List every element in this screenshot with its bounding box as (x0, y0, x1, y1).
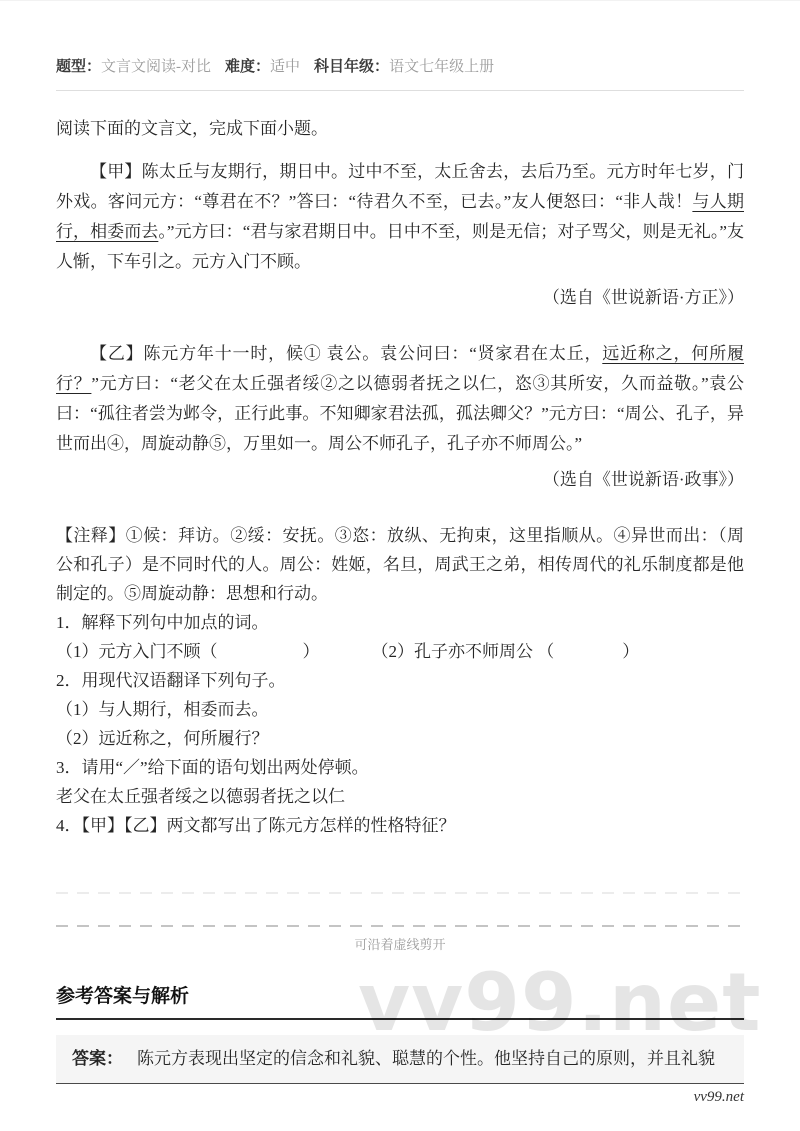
question-1: 1．解释下列句中加点的词。 (56, 613, 269, 632)
passage-b-pre: 【乙】陈元方年十一时，候① 袁公。袁公问曰：“贤家君在太丘， (90, 344, 603, 363)
question-2-sentence-1: （1）与人期行，相委而去。 (56, 700, 269, 719)
answer-box (56, 1035, 744, 1083)
answer-text: 陈元方表现出坚定的信念和礼貌、聪慧的个性。他坚持自己的原则，并且礼貌 (137, 1049, 715, 1068)
passage-a-post: 。”元方曰：“君与家君期日中。日中不至，则是无信；对子骂父，则是无礼。”友人惭，下车引之。元方入门不顾。 (56, 222, 745, 271)
question-3-sentence: 老父在太丘强者绥之以德弱者抚之以仁 (56, 787, 345, 806)
answers-heading-rule (56, 1018, 744, 1020)
meta-type-value: 文言文阅读-对比 (101, 59, 212, 75)
answer-label: 答案： (72, 1049, 123, 1068)
notes-paragraph: 【注释】①候：拜访。②绥：安抚。③恣：放纵、无拘束，这里指顺从。④异世而出：（周公和孔子）是不同时代的人。周公：姓姬，名旦，周武王之弟，相传周代的礼乐制度都是他制定的。⑤周旋动静：思想和行动。 (56, 526, 744, 603)
answers-heading: 参考答案与解析 (56, 986, 190, 1007)
passage-a-underlined: 与人期行，相委而去 (56, 192, 744, 241)
question-4: 4．【甲】【乙】两文都写出了陈元方怎样的性格特征？ (56, 816, 456, 835)
passage-b (56, 339, 744, 459)
question-2: 2．用现代汉语翻译下列句子。 (56, 671, 286, 690)
cut-line (56, 925, 744, 927)
footer-rule (56, 1083, 744, 1084)
header-divider (56, 90, 744, 91)
site-watermark: vv99.net (358, 956, 762, 1049)
meta-type-label: 题型： (56, 59, 102, 75)
question-1-blanks (56, 637, 744, 666)
passage-b-underlined: 远近称之，何所履行？ (56, 344, 745, 393)
passage-b-source: （选自《世说新语·政事》） (542, 470, 744, 489)
question-2-sentence-2: （2）远近称之，何所履行？ (56, 729, 269, 748)
passage-a-pre: 【甲】陈太丘与友期行，期日中。过中不至，太丘舍去，去后乃至。元方时年七岁，门外戏。客问元方：“尊君在不？”答曰：“待君久不至，已去。”友人便怒曰：“非人哉！ (56, 162, 744, 211)
footer-site-name: vv99.net (693, 1089, 744, 1105)
meta-bar (56, 1, 744, 77)
question-3: 3．请用“／”给下面的语句划出两处停顿。 (56, 758, 369, 777)
cut-line-faint (56, 892, 744, 894)
question-1-blank-1: （1）元方入门不顾（ ） (56, 642, 320, 661)
passage-a (56, 157, 744, 277)
question-1-blank-2: （2）孔子亦不师周公 （ ） (371, 642, 640, 661)
meta-grade-value: 语文七年级上册 (389, 59, 495, 75)
passage-b-post: ”元方曰：“老父在太丘强者绥②之以德弱者抚之以仁，恣③其所安，久而益敬。”袁公曰：“孤往者尝为邺令，正行此事。不知卿家君法孤，孤法卿父？”元方曰：“周公、孔子，异世而出④，周旋动静⑤，万里如一。周公不师孔子，孔子亦不师周公。” (56, 374, 745, 453)
passage-a-source: （选自《世说新语·方正》） (542, 288, 744, 307)
meta-difficulty-value: 适中 (270, 59, 301, 75)
cut-line-caption: 可沿着虚线剪开 (354, 937, 446, 952)
intro-line: 阅读下面的文言文，完成下面小题。 (56, 119, 328, 138)
meta-grade-label: 科目年级： (314, 59, 390, 75)
meta-difficulty-label: 难度： (225, 59, 271, 75)
